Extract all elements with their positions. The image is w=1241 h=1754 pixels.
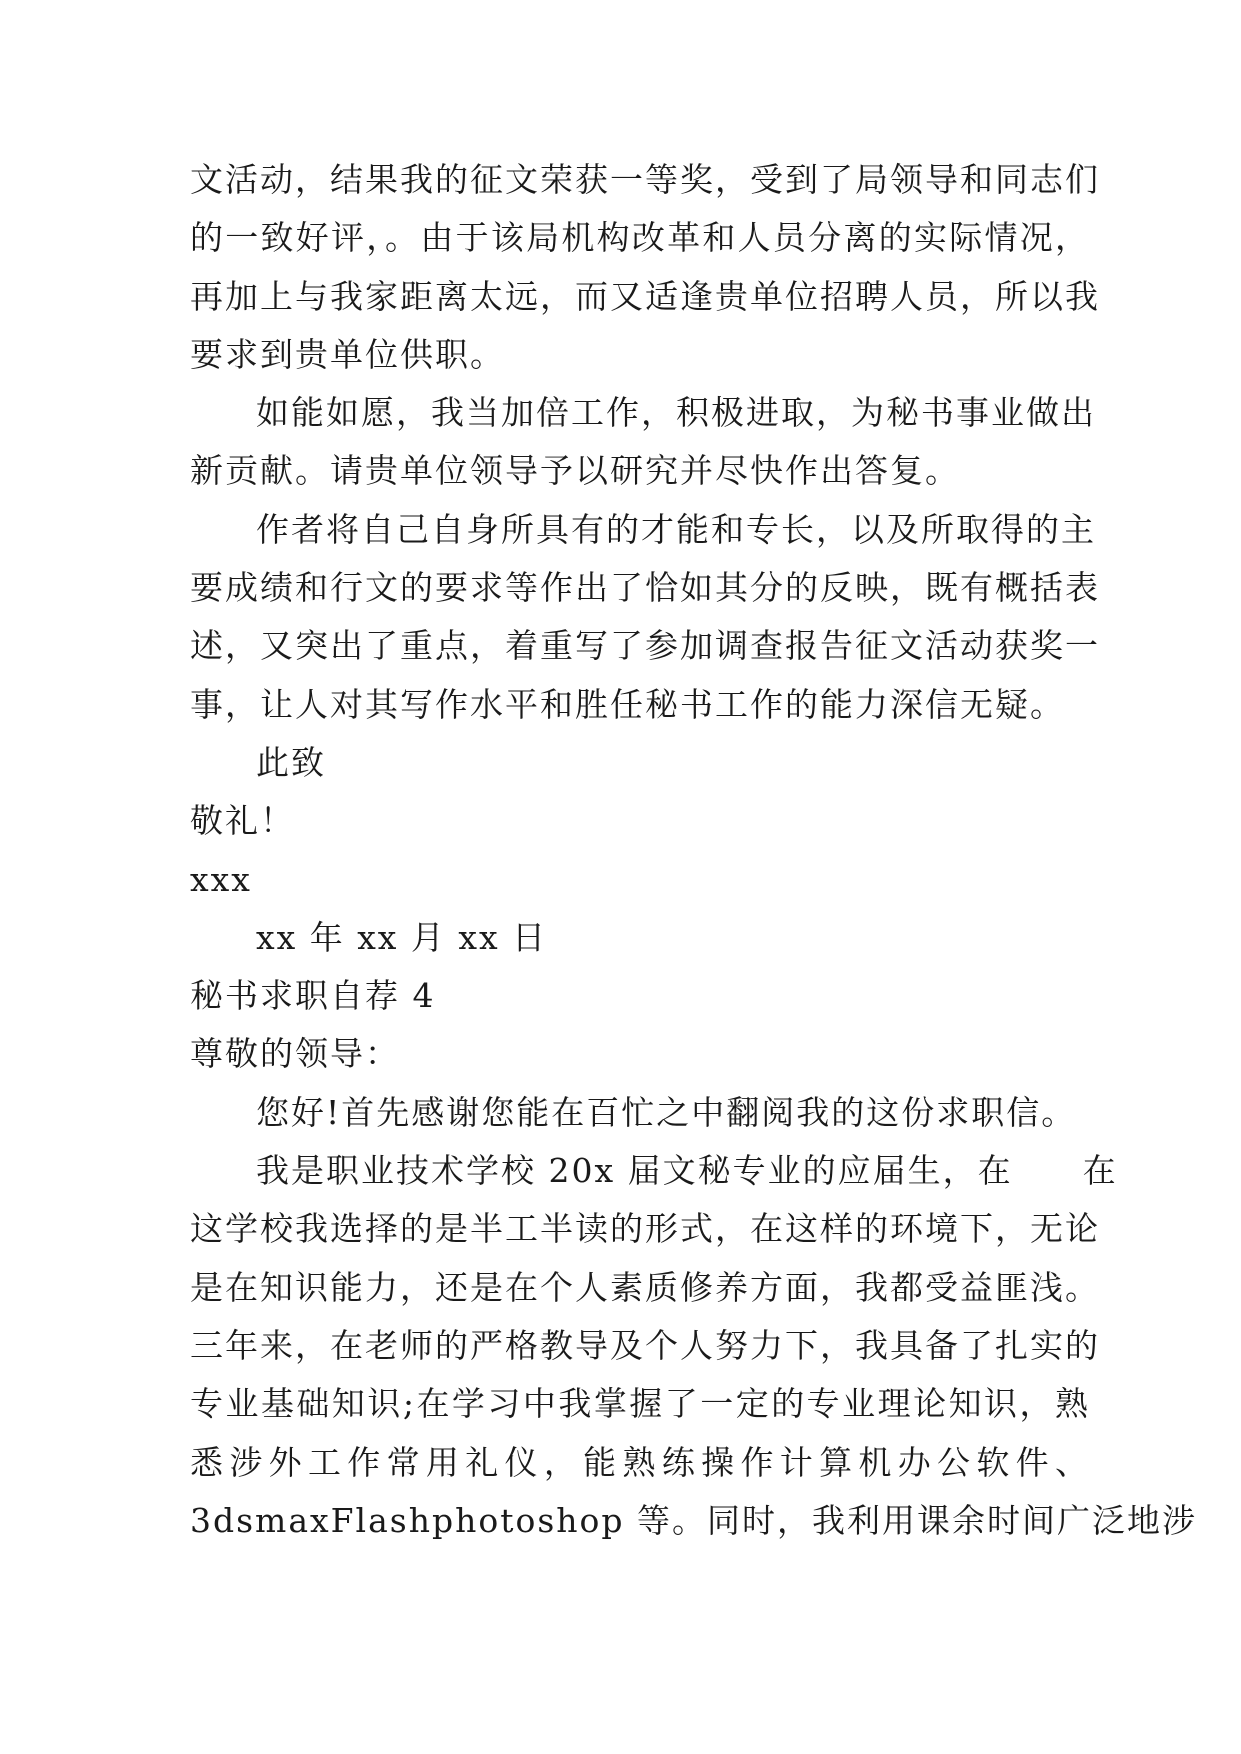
text-line: 要成绩和行文的要求等作出了恰如其分的反映，既有概括表 xyxy=(190,568,1100,608)
text-line: 作者将自己自身所具有的才能和专长，以及所取得的主 xyxy=(256,509,1096,549)
text-line: 的一致好评，。由于该局机构改革和人员分离的实际情况， xyxy=(190,218,1090,258)
document-body xyxy=(190,151,1197,1550)
text-line: 如能如愿，我当加倍工作，积极进取，为秘书事业做出 xyxy=(256,393,1096,433)
text-line: 秘书求职自荐 4 xyxy=(190,976,436,1016)
text-line: 我是职业技术学校 20x 届文秘专业的应届生，在 在 xyxy=(256,1151,1118,1191)
text-line: 此致 xyxy=(256,742,326,782)
text-line: xxx xyxy=(190,859,252,899)
text-line: 悉涉外工作常用礼仪，能熟练操作计算机办公软件、 xyxy=(190,1442,1090,1482)
text-line: 文活动，结果我的征文荣获一等奖，受到了局领导和同志们 xyxy=(190,160,1100,199)
text-line: 3dsmaxFlashphotoshop 等。同时，我利用课余时间广泛地涉 xyxy=(190,1500,1197,1540)
text-line: 新贡献。请贵单位领导予以研究并尽快作出答复。 xyxy=(190,451,960,491)
text-line: xx 年 xx 月 xx 日 xyxy=(256,917,548,957)
text-line: 再加上与我家距离太远，而又适逢贵单位招聘人员，所以我 xyxy=(190,276,1100,316)
text-line: 述，又突出了重点，着重写了参加调查报告征文活动获奖一 xyxy=(190,626,1100,666)
text-line: 您好!首先感谢您能在百忙之中翻阅我的这份求职信。 xyxy=(256,1092,1077,1132)
text-line: 专业基础知识;在学习中我掌握了一定的专业理论知识，熟 xyxy=(190,1384,1090,1424)
text-line: 尊敬的领导： xyxy=(190,1034,400,1074)
text-line: 这学校我选择的是半工半读的形式，在这样的环境下，无论 xyxy=(190,1209,1100,1249)
text-line: 要求到贵单位供职。 xyxy=(190,334,505,374)
text-line: 事，让人对其写作水平和胜任秘书工作的能力深信无疑。 xyxy=(190,684,1065,724)
text-line: 敬礼！ xyxy=(190,801,295,841)
text-line: 是在知识能力，还是在个人素质修养方面，我都受益匪浅。 xyxy=(190,1267,1100,1307)
text-line: 三年来，在老师的严格教导及个人努力下，我具备了扎实的 xyxy=(190,1325,1100,1365)
